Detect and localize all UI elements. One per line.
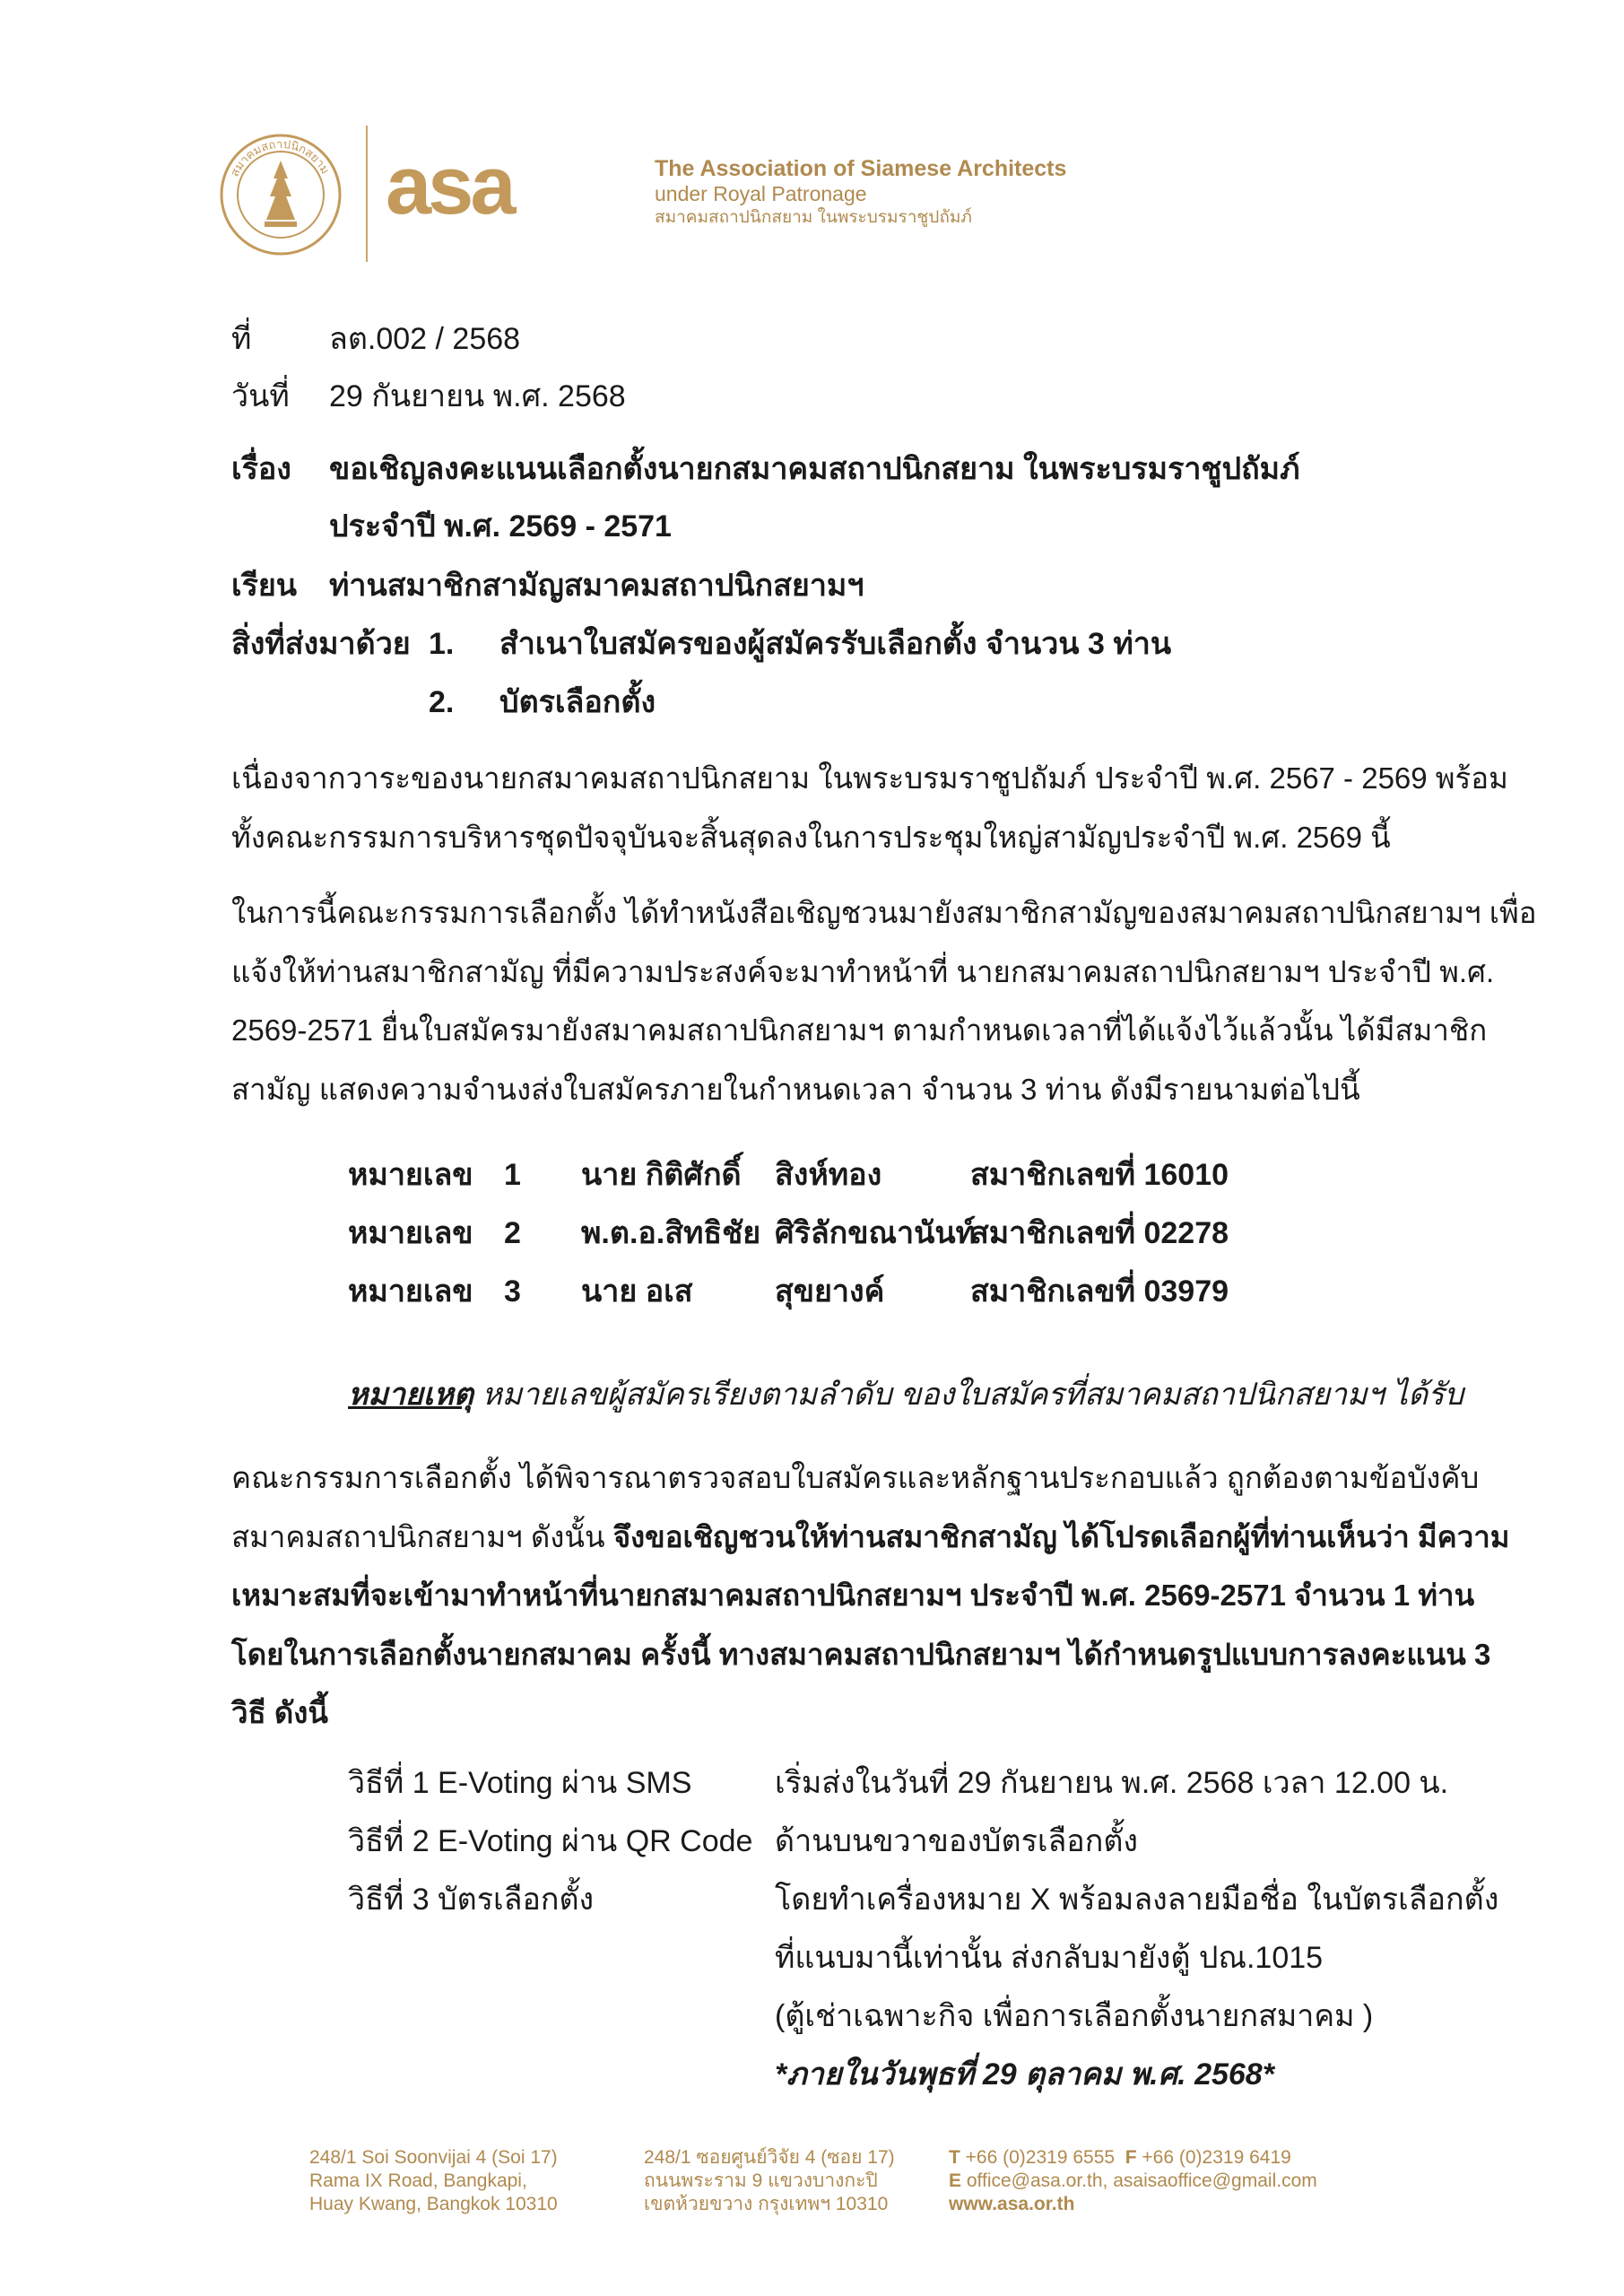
footer-address-en-line: Huay Kwang, Bangkok 10310: [309, 2194, 558, 2214]
candidate-member-id: สมาชิกเลขที่ 03979: [970, 1274, 1229, 1309]
method-3-extra: ที่แนบมานี้เท่านั้น ส่งกลับมายังตู้ ปณ.1015: [775, 1941, 1324, 1975]
enclosure-text-1: สำเนาใบสมัครของผู้สมัครรับเลือกตั้ง จำนวน 3 ท่าน: [499, 627, 1172, 661]
paragraph-2-line: ในการนี้คณะกรรมการเลือกตั้ง ได้ทำหนังสือเชิญชวนมายังสมาชิกสามัญของสมาคมสถาปนิกสยามฯ เพื่อ: [231, 896, 1537, 929]
candidate-member-id: สมาชิกเลขที่ 02278: [970, 1216, 1229, 1250]
candidate-first-name: นาย กิติศักดิ์: [581, 1158, 742, 1192]
paragraph-2-line: แจ้งให้ท่านสมาชิกสามัญ ที่มีความประสงค์จะมาทำหน้าที่ นายกสมาคมสถาปนิกสยามฯ ประจำปี พ.ศ.: [231, 954, 1495, 988]
paragraph-2: [231, 883, 1537, 1118]
footer-phone-line: [949, 2146, 1317, 2170]
enclosure-text-2: บัตรเลือกตั้ง: [499, 685, 656, 719]
paragraph-3-line: [231, 1508, 1510, 1567]
candidate-row: [0, 1215, 1624, 1251]
candidate-label: หมายเลข: [348, 1158, 473, 1192]
footer-address-en-line: Rama IX Road, Bangkapi,: [309, 2170, 527, 2191]
tel-label: T: [949, 2147, 960, 2168]
paragraph-3-line: เหมาะสมที่จะเข้ามาทำหน้าที่นายกสมาคมสถาปนิกสยามฯ ประจำปี พ.ศ. 2569-2571 จำนวน 1 ท่าน: [231, 1578, 1475, 1612]
method-3-extra: (ตู้เช่าเฉพาะกิจ เพื่อการเลือกตั้งนายกสมาคม ): [775, 1999, 1374, 2033]
header-divider: [366, 126, 368, 262]
candidate-number: 1: [504, 1158, 521, 1192]
note-text: หมายเลขผู้สมัครเรียงตามลำดับ ของใบสมัครที่สมาคมสถาปนิกสยามฯ ได้รับ: [473, 1378, 1464, 1412]
method-desc-1: เริ่มส่งในวันที่ 29 กันยายน พ.ศ. 2568 เวลา 12.00 น.: [775, 1766, 1449, 1800]
footer-contact: [949, 2146, 1317, 2216]
assoc-subtitle-en: under Royal Patronage: [655, 182, 867, 205]
fax: +66 (0)2319 6419: [1142, 2147, 1291, 2168]
method-name-3: วิธีที่ 3 บัตรเลือกตั้ง: [348, 1883, 595, 1917]
candidate-last-name: สุขยางค์: [775, 1274, 885, 1309]
footer-address-en-line: 248/1 Soi Soonvijai 4 (Soi 17): [309, 2147, 558, 2168]
footer-email-line: [949, 2170, 1317, 2193]
paragraph-1: [231, 749, 1508, 866]
footer-address-th: [644, 2146, 895, 2216]
candidate-row: [0, 1157, 1624, 1193]
subject-label: เรื่อง: [231, 452, 291, 486]
footer-address-th-line: 248/1 ซอยศูนย์วิจัย 4 (ซอย 17): [644, 2147, 895, 2168]
method-name-2: วิธีที่ 2 E-Voting ผ่าน QR Code: [348, 1824, 753, 1858]
enclosure-num-2: 2.: [429, 685, 455, 719]
candidate-first-name: นาย อเส: [581, 1274, 693, 1309]
footer-address-en: [309, 2146, 558, 2216]
footer-website: [949, 2193, 1317, 2216]
candidate-last-name: สิงห์ทอง: [775, 1158, 882, 1192]
date-label: วันที่: [231, 379, 290, 413]
paragraph-3-bold: จึงขอเชิญชวนให้ท่านสมาชิกสามัญ ได้โปรดเลือกผู้ที่ท่านเห็นว่า มีความ: [612, 1519, 1510, 1553]
note: [348, 1377, 1463, 1413]
paragraph-1-line: ทั้งคณะกรรมการบริหารชุดปัจจุบันจะสิ้นสุดลงในการประชุมใหญ่สามัญประจำปี พ.ศ. 2569 นี้: [231, 820, 1391, 854]
candidate-last-name: ศิริลักขณานันท์: [775, 1216, 977, 1250]
paragraph-3-line: คณะกรรมการเลือกตั้ง ได้พิจารณาตรวจสอบใบสมัครและหลักฐานประกอบแล้ว ถูกต้องตามข้อบังคับ: [231, 1461, 1480, 1494]
method-name-1: วิธีที่ 1 E-Voting ผ่าน SMS: [348, 1766, 692, 1800]
method-desc-3: โดยทำเครื่องหมาย X พร้อมลงลายมือชื่อ ในบัตรเลือกตั้ง: [775, 1883, 1499, 1917]
paragraph-2-line: สามัญ แสดงความจำนงส่งใบสมัครภายในกำหนดเวลา จำนวน 3 ท่าน ดังมีรายนามต่อไปนี้: [231, 1072, 1360, 1106]
paragraph-3: [231, 1448, 1510, 1743]
candidate-first-name: พ.ต.อ.สิทธิชัย: [581, 1216, 761, 1250]
method-desc-2: ด้านบนขวาของบัตรเลือกตั้ง: [775, 1824, 1138, 1858]
candidate-row: [0, 1274, 1624, 1309]
date-value: 29 กันยายน พ.ศ. 2568: [329, 379, 626, 413]
enclosure-label: สิ่งที่ส่งมาด้วย: [231, 627, 411, 661]
ref-label: ที่: [231, 322, 252, 356]
note-label: หมายเหตุ: [348, 1378, 473, 1412]
paragraph-2-line: 2569-2571 ยื่นใบสมัครมายังสมาคมสถาปนิกสยามฯ ตามกำหนดเวลาที่ได้แจ้งไว้แล้วนั้น ได้มีสมาชิก: [231, 1013, 1488, 1047]
deadline: *ภายในวันพุธที่ 29 ตุลาคม พ.ศ. 2568*: [775, 2057, 1274, 2092]
candidate-member-id: สมาชิกเลขที่ 16010: [970, 1158, 1229, 1192]
fax-label: F: [1125, 2147, 1137, 2168]
assoc-name-en: The Association of Siamese Architects: [655, 156, 1067, 181]
paragraph-3-line: โดยในการเลือกตั้งนายกสมาคม ครั้งนี้ ทางสมาคมสถาปนิกสยามฯ ได้กำหนดรูปแบบการลงคะแนน 3: [231, 1637, 1491, 1671]
paragraph-1-line: เนื่องจากวาระของนายกสมาคมสถาปนิกสยาม ในพระบรมราชูปถัมภ์ ประจำปี พ.ศ. 2567 - 2569 พร้อม: [231, 761, 1508, 795]
enclosure-num-1: 1.: [429, 627, 455, 661]
tel: +66 (0)2319 6555: [965, 2147, 1116, 2168]
subject-line-1: ขอเชิญลงคะแนนเลือกตั้งนายกสมาคมสถาปนิกสยาม ในพระบรมราชูปถัมภ์: [329, 452, 1300, 486]
website-text: www.asa.or.th: [949, 2194, 1075, 2214]
association-seal: [218, 123, 343, 266]
paragraph-3-normal: สมาคมสถาปนิกสยามฯ ดังนั้น: [231, 1519, 613, 1553]
ref-value: ลต.002 / 2568: [329, 322, 521, 356]
email: office@asa.or.th, asaisaoffice@gmail.com: [966, 2170, 1317, 2191]
asa-logo: [386, 152, 578, 224]
subject-line-2: ประจำปี พ.ศ. 2569 - 2571: [329, 509, 672, 544]
candidate-number: 3: [504, 1274, 521, 1309]
logo-text: asa: [386, 152, 513, 224]
seal-text: สมาคมสถาปนิกสยาม: [228, 137, 332, 179]
assoc-name-th: สมาคมสถาปนิกสยาม ในพระบรมราชูปถัมภ์: [655, 208, 972, 227]
paragraph-3-line: วิธี ดังนี้: [231, 1696, 328, 1729]
to-value: ท่านสมาชิกสามัญสมาคมสถาปนิกสยามฯ: [329, 569, 864, 603]
candidate-label: หมายเลข: [348, 1216, 473, 1250]
to-label: เรียน: [231, 569, 298, 603]
email-label: E: [949, 2170, 962, 2191]
candidate-label: หมายเลข: [348, 1274, 473, 1309]
footer-address-th-line: ถนนพระราม 9 แขวงบางกะปิ: [644, 2170, 878, 2191]
footer-address-th-line: เขตห้วยขวาง กรุงเทพฯ 10310: [644, 2194, 889, 2214]
candidate-number: 2: [504, 1216, 521, 1250]
